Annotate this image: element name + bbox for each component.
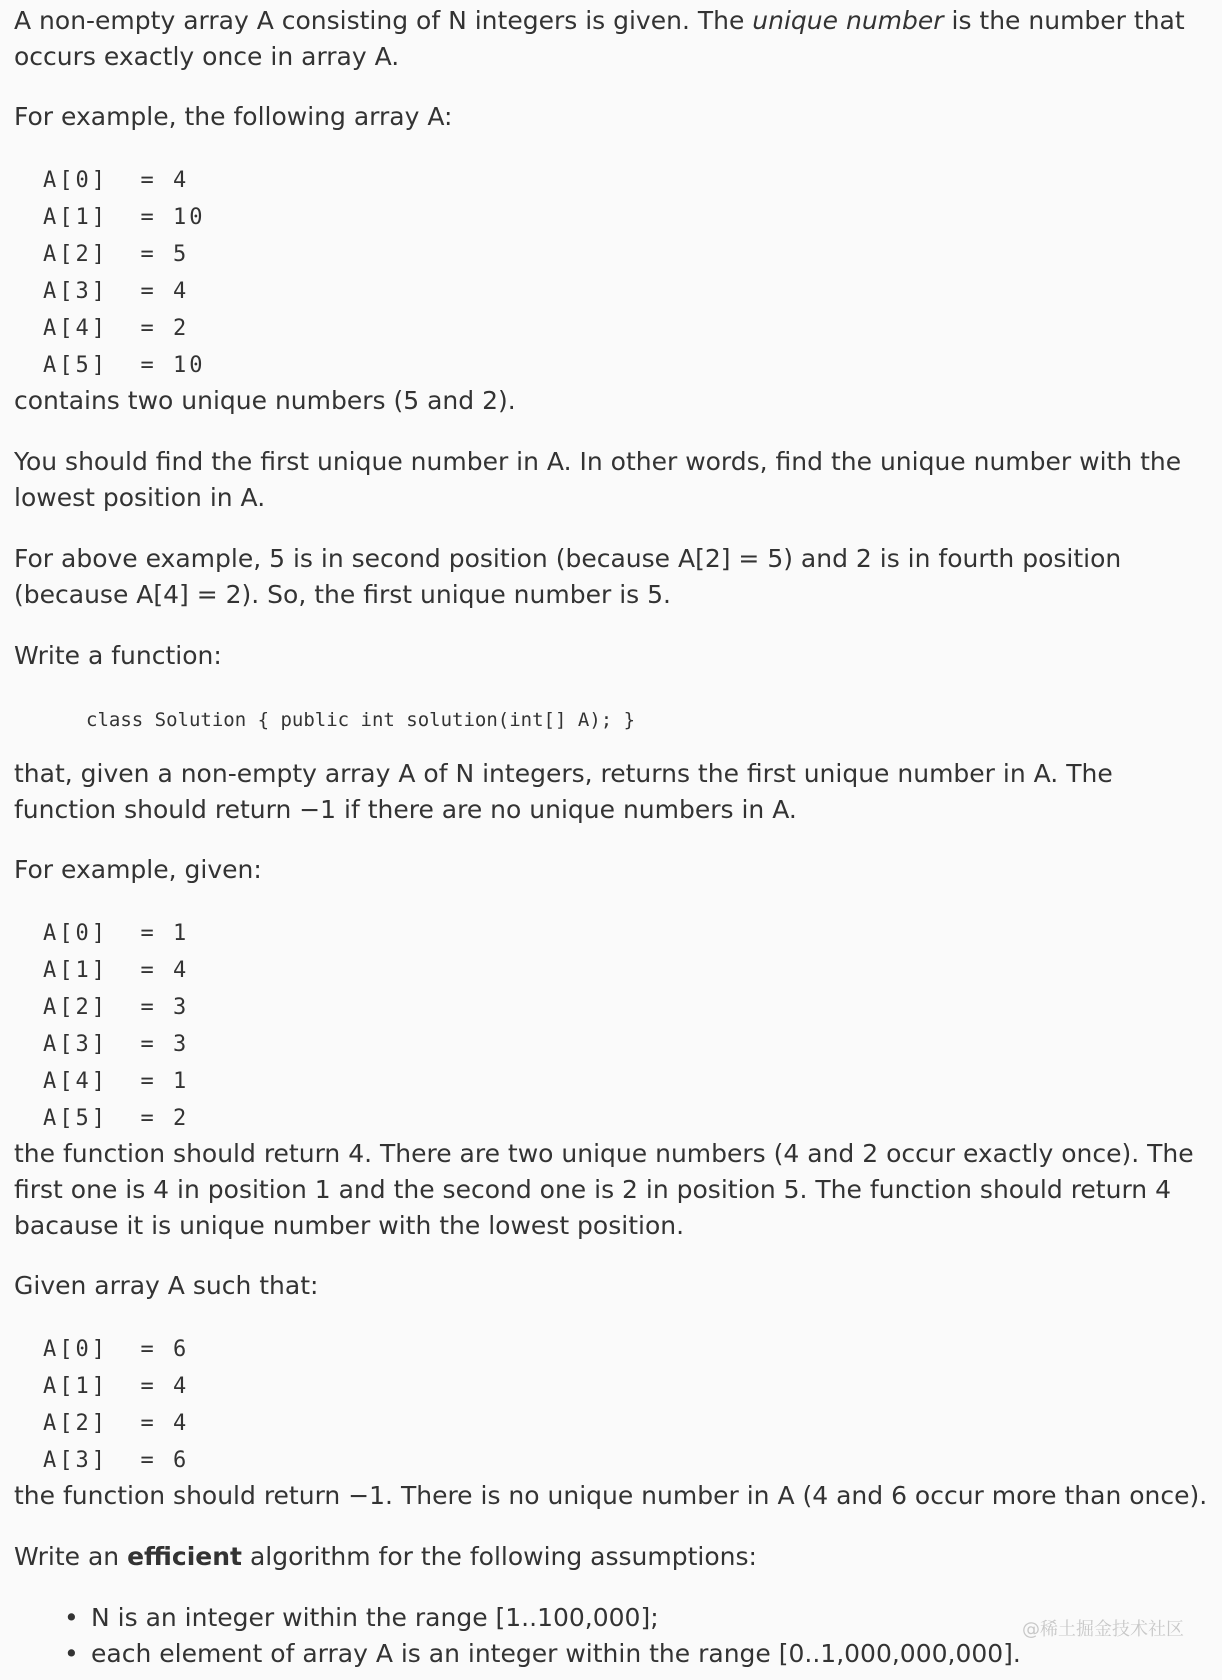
array-line: A[5] = 2	[43, 1106, 190, 1131]
example2-intro: For example, given:	[14, 855, 262, 884]
array-line: A[1] = 4	[43, 958, 190, 983]
example1-intro: For example, the following array A:	[14, 102, 453, 131]
array-line: A[3] = 6	[43, 1448, 190, 1473]
array-line: A[2] = 3	[43, 995, 190, 1020]
watermark: @稀土掘金技术社区	[1022, 1619, 1184, 1640]
array-line: A[0] = 4	[43, 168, 190, 193]
array-line: A[4] = 2	[43, 316, 190, 341]
returns-paragraph: that, given a non-empty array A of N integers, returns the first unique number in A. The function should return −1 if there are no unique numbers in A.	[14, 759, 1113, 824]
array1-block	[43, 162, 205, 384]
assumptions-intro	[14, 1539, 1219, 1575]
example3-intro: Given array A such that:	[14, 1271, 319, 1300]
task-paragraph: You should find the first unique number in A. In other words, find the unique number with the lowest position in A.	[14, 447, 1182, 512]
explanation-paragraph: For above example, 5 is in second position (because A[2] = 5) and 2 is in fourth position (because A[4] = 2). So, the first unique number is 5.	[14, 544, 1122, 609]
array2-block	[43, 915, 189, 1137]
list-item	[0, 1636, 1219, 1672]
bullet-icon: •	[64, 1639, 79, 1668]
array-line: A[3] = 3	[43, 1032, 190, 1057]
array-line: A[2] = 5	[43, 242, 190, 267]
assumptions-text-end: algorithm for the following assumptions:	[242, 1542, 757, 1571]
list-item-text: each element of array A is an integer within the range [0..1,000,000,000].	[91, 1639, 1021, 1668]
array-line: A[1] = 4	[43, 1374, 190, 1399]
assumptions-text: Write an	[14, 1542, 128, 1571]
array-line: A[5] = 10	[43, 353, 206, 378]
list-item-text: N is an integer within the range [1..100,000];	[91, 1603, 659, 1632]
array-line: A[3] = 4	[43, 279, 190, 304]
array-line: A[0] = 1	[43, 921, 190, 946]
array-line: A[4] = 1	[43, 1069, 190, 1094]
intro-paragraph	[14, 3, 1219, 75]
intro-text: A non-empty array A consisting of N integers is given. The	[14, 6, 753, 35]
bullet-icon: •	[64, 1603, 79, 1632]
after-array2: the function should return 4. There are two unique numbers (4 and 2 occur exactly once). The first one is 4 in position 1 and the second one is 2 in position 5. The function should return 4 bacause it is unique number with the lowest position.	[14, 1139, 1194, 1240]
array-line: A[0] = 6	[43, 1337, 190, 1362]
assumptions-bold: efficient	[127, 1542, 242, 1571]
write-function-label: Write a function:	[14, 641, 222, 670]
function-signature: class Solution { public int solution(int[] A); }	[86, 709, 636, 731]
array-line: A[2] = 4	[43, 1411, 190, 1436]
array3-block	[43, 1331, 189, 1479]
array-line: A[1] = 10	[43, 205, 206, 230]
intro-text-end: is the number that occurs exactly once in array A.	[14, 6, 1185, 71]
after-array3: the function should return −1. There is no unique number in A (4 and 6 occur more than once).	[14, 1481, 1208, 1510]
after-array1: contains two unique numbers (5 and 2).	[14, 386, 516, 415]
intro-term: unique number	[752, 6, 944, 35]
